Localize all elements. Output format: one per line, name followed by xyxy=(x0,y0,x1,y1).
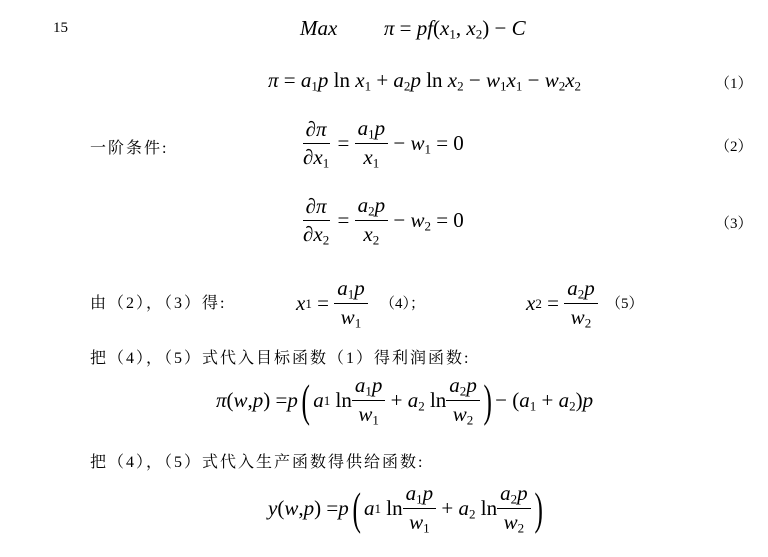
equals-zero: = 0 xyxy=(436,131,464,156)
input-demand-x2: x 2 = $\frac{a_2p}{w_2}$ xyxy=(526,278,598,330)
equation-number-5: （5） xyxy=(606,296,644,312)
foc-equation-x2: $\frac{\partial\pi}{\partial x_2}$ = $\frac{a_2p}{x_2}$ − $w_2$ = 0 xyxy=(303,193,464,248)
profit-function-equation: π ( w , p ) = p ( a 1 ln $\frac{a_1p}{w_1}$ + $a_2$ ln $\frac{a_2p}{w_2}$ ) − $(a_1 + a_2)p$ xyxy=(216,373,594,428)
profit-expansion-equation: $\pi = a_1p$ $\ln x_1 + a_2p$ $\ln x_2 - w_1x_1 - w_2x_2$ xyxy=(268,68,582,94)
derive-label: 由（2），（3）得: xyxy=(90,295,227,312)
profit-function-label: 把（4），（5）式代入目标函数（1）得利润函数: xyxy=(90,350,471,367)
supply-function-label: 把（4），（5）式代入生产函数得供给函数: xyxy=(90,454,425,471)
page-number: 15 xyxy=(53,20,68,36)
equation-number-3: （3） xyxy=(715,216,753,232)
max-keyword: Max xyxy=(300,16,338,40)
equation-number-1: （1） xyxy=(715,76,753,92)
equation-number-2: （2） xyxy=(715,139,753,155)
input-demand-x1: x 1 = $\frac{a_1p}{w_1}$ xyxy=(296,278,368,330)
equals-zero: = 0 xyxy=(436,208,464,233)
supply-function-equation: y ( w , p ) = p ( a 1 ln $\frac{a_1p}{w_1}$ + $a_2$ ln $\frac{a_2p}{w_2}$ ) xyxy=(268,481,543,536)
first-order-conditions-label: 一阶条件: xyxy=(90,140,169,157)
equation-number-4: （4）； xyxy=(380,296,426,312)
objective-equation: Max $\pi = pf(x_1$, $x_2) - C$ xyxy=(300,16,526,42)
foc-equation-x1: $\frac{\partial\pi}{\partial x_1}$ = $\frac{a_1p}{x_1}$ − $w_1$ = 0 xyxy=(303,116,464,171)
